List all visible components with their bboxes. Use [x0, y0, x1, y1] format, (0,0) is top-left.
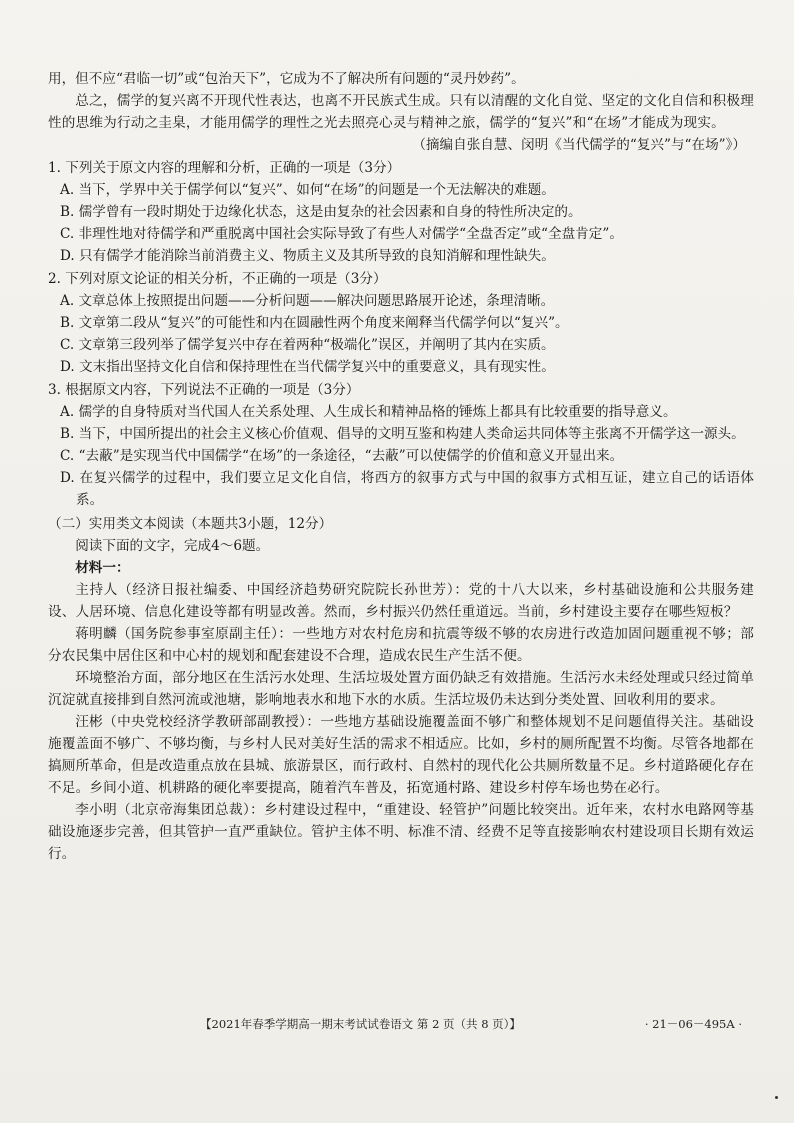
intro-summary: 总之，儒学的复兴离不开现代性表达，也离不开民族式生成。只有以清醒的文化自觉、坚定的文化自信和积极理性的思维为行动之圭臬，才能用儒学的理性之光去照亮心灵与精神之旅，儒学的“复兴”和“在场”才能成为现实。 [48, 93, 754, 131]
option-b: B. 儒学曾有一段时期处于边缘化状态，这是由复杂的社会因素和自身的特性所决定的。 [60, 204, 582, 220]
option-d: D. 文末指出坚持文化自信和保持理性在当代儒学复兴中的重要意义，具有现实性。 [60, 359, 555, 375]
option-c: C. “去蔽”是实现当代中国儒学“在场”的一条途径，“去蔽”可以使儒学的价值和意义开显出来。 [60, 448, 624, 464]
option-a: A. 儒学的自身特质对当代国人在关系处理、人生成长和精神品格的锤炼上都具有比较重要的指导意义。 [60, 404, 677, 420]
option-b: B. 文章第二段从“复兴”的可能性和内在圆融性两个角度来阐释当代儒学何以“复兴”。 [60, 315, 569, 331]
material-paragraph: 主持人（经济日报社编委、中国经济趋势研究院院长孙世芳）：党的十八大以来，乡村基础设施和公共服务建设、人居环境、信息化建设等都有明显改善。然而，乡村振兴仍然任重道远。当前，乡村建设主要存在哪些短板？ [48, 582, 754, 620]
option-c: C. 文章第三段列举了儒学复兴中存在着两种“极端化”误区，并阐明了其内在实质。 [60, 337, 555, 353]
option-a: A. 当下，学界中关于儒学何以“复兴”、如何“在场”的问题是一个无法解决的难题。 [60, 182, 555, 198]
material-paragraph: 蒋明麟（国务院参事室原副主任）：一些地方对农村危房和抗震等级不够的农房进行改造加固问题重视不够；部分农民集中居住区和中心村的规划和配套建设不合理，造成农民生产生活不便。 [48, 626, 754, 664]
question-1 [48, 157, 754, 267]
question-stem: 2. 下列对原文论证的相关分析，不正确的一项是（3分） [48, 271, 387, 287]
option-a: A. 文章总体上按照提出问题——分析问题——解决问题思路展开论述，条理清晰。 [60, 293, 555, 309]
citation: （摘编自张自慧、闵明《当代儒学的“复兴”与“在场”》） [412, 137, 746, 153]
option-b: B. 当下，中国所提出的社会主义核心价值观、倡导的文明互鉴和构建人类命运共同体等主张离不开儒学这一源头。 [60, 426, 745, 442]
intro-line-top: 用，但不应“君临一切”或“包治天下”，它成为不了解决所有问题的“灵丹妙药”。 [48, 71, 525, 87]
section-2-instruction: 阅读下面的文字，完成4～6题。 [75, 538, 270, 554]
footer-code: · 21－06－495A · [644, 1017, 742, 1031]
question-stem: 1. 下列关于原文内容的理解和分析，正确的一项是（3分） [48, 160, 401, 176]
footer-page-info: 【2021年春季学期高一期末考试试卷语文 第 2 页（共 8 页）】 [200, 1017, 521, 1031]
option-d: D. 在复兴儒学的过程中，我们要立足文化自信，将西方的叙事方式与中国的叙事方式相互证，建立自己的话语体系。 [60, 470, 754, 508]
question-2 [48, 268, 754, 378]
question-stem: 3. 根据原文内容，下列说法不正确的一项是（3分） [48, 382, 360, 398]
material-paragraph: 汪彬（中央党校经济学教研部副教授）：一些地方基础设施覆盖面不够广和整体规划不足问题值得关注。基础设施覆盖面不够广、不够均衡，与乡村人民对美好生活的需求不相适应。比如，乡村的厕所配置不均衡。尽管各地都在搞厕所革命，但是改造重点放在县城、旅游景区，而行政村、自然村的现代化公共厕所数量不足。乡村道路硬化存在不足。乡间小道、机耕路的硬化率要提高，随着汽车普及，拓宽通村路、建设乡村停车场也势在必行。 [48, 714, 754, 796]
material-paragraph: 环境整治方面，部分地区在生活污水处理、生活垃圾处置方面仍缺乏有效措施。生活污水未经处理或只经过简单沉淀就直接排到自然河流或池塘，影响地表水和地下水的水质。生活垃圾仍未达到分类处置、回收利用的要求。 [48, 670, 754, 708]
option-c: C. 非理性地对待儒学和严重脱离中国社会实际导致了有些人对儒学“全盘否定”或“全盘肯定”。 [60, 226, 623, 242]
section-2-title: （二）实用类文本阅读（本题共3小题，12分） [48, 516, 333, 532]
option-d: D. 只有儒学才能消除当前消费主义、物质主义及其所导致的良知消解和理性缺失。 [60, 248, 555, 264]
question-3 [48, 379, 754, 511]
scan-dot [775, 1096, 778, 1099]
material-paragraph: 李小明（北京帝海集团总裁）：乡村建设过程中，“重建设、轻管护”问题比较突出。近年来，农村水电路网等基础设施逐步完善，但其管护一直严重缺位。管护主体不明、标准不清、经费不足等直接影响农村建设项目长期有效运行。 [48, 802, 754, 862]
material-label: 材料一： [75, 560, 130, 576]
